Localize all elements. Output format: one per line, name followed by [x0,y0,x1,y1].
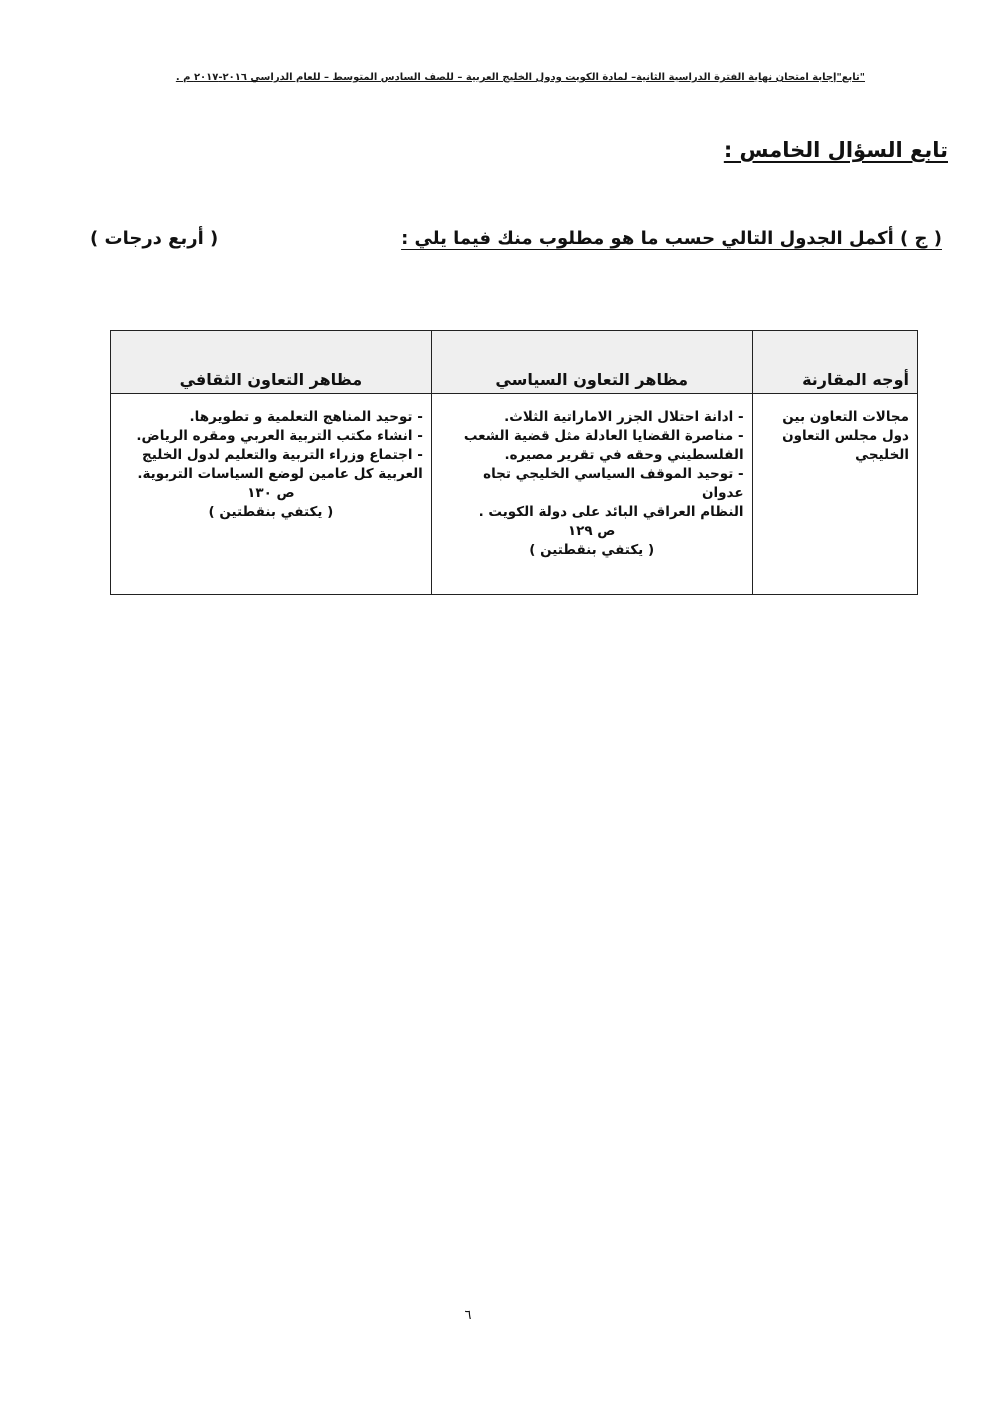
political-line: - توحيد الموقف السياسي الخليجي تجاه عدوان [483,466,744,501]
cultural-line: - اجتماع وزراء التربية والتعليم لدول الخليج [141,447,423,463]
comparison-table [110,330,918,595]
cultural-cell [111,394,432,595]
political-line: - ادانة احتلال الجزر الاماراتية الثلاث. [504,409,744,425]
question-instruction: ( ج ) أكمل الجدول التالي حسب ما هو مطلوب منك فيما يلي : [401,228,942,249]
page-header: "تابع"إجابة امتحان نهاية الفترة الدراسية الثانية– لمادة الكويت ودول الخليج العربية – للصف السادس المتوسط – للعام الدراسي ٢٠١٦-٢٠١٧ م . [175,72,865,83]
political-note: ( يكتفي بنقطتين ) [529,542,655,558]
political-page-ref: ص ١٢٩ [567,523,616,539]
cultural-note: ( يكتفي بنقطتين ) [208,504,334,520]
political-line: - مناصرة القضايا العادلة مثل قضية الشعب [463,428,744,444]
header-comparison-aspects: أوجه المقارنة [752,331,917,394]
table-row [111,394,918,595]
political-line: الفلسطيني وحقه في تقرير مصيره. [504,447,744,463]
row-label-line: الخليجي [855,447,909,463]
political-cell [431,394,752,595]
cultural-line: - توحيد المناهج التعلمية و تطويرها. [189,409,423,425]
cultural-page-ref: ص ١٣٠ [247,485,295,501]
header-cultural-cooperation: مظاهر التعاون الثقافي [111,331,432,394]
row-label-cell [752,394,917,595]
row-label-line: مجالات التعاون بين [782,409,909,425]
cultural-line: - انشاء مكتب التربية العربي ومقره الرياض. [136,428,423,444]
table-header-row [111,331,918,394]
question-points: ( أربع درجات ) [90,228,219,249]
section-title: تابع السؤال الخامس : [723,138,948,162]
cultural-line: العربية كل عامين لوضع السياسات التربوية. [137,466,423,482]
page-number: ٦ [464,1308,472,1323]
political-line: النظام العراقي البائد على دولة الكويت . [478,504,744,520]
header-political-cooperation: مظاهر التعاون السياسي [431,331,752,394]
row-label-line: دول مجلس التعاون [782,428,909,444]
